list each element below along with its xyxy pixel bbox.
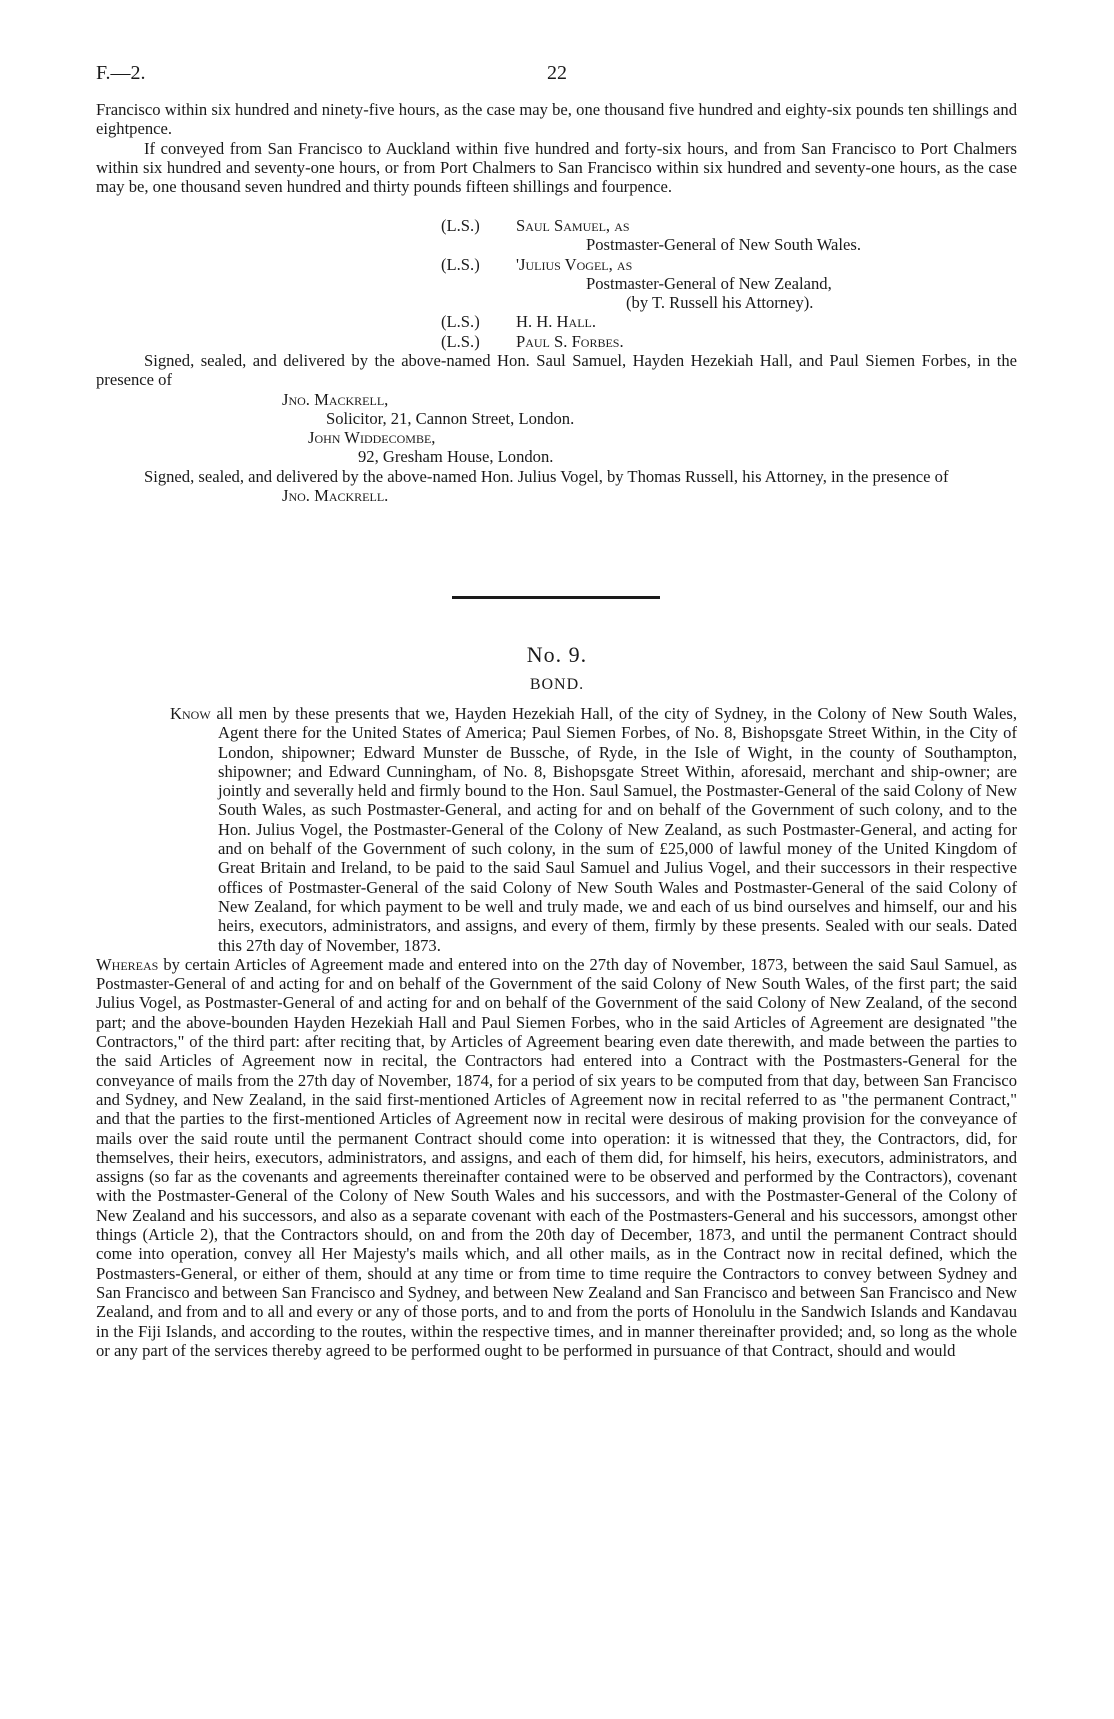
signatory-attorney: (by T. Russell his Attorney). [626, 293, 814, 313]
signature-row [96, 216, 1017, 235]
signature-row [96, 274, 1017, 293]
witness-statement: Signed, sealed, and delivered by the above-named Hon. Saul Samuel, Hayden Hezekiah Hall, and Paul Siemen Forbes, in the presence of [96, 351, 1017, 390]
witness-address: 92, Gresham House, London. [358, 447, 554, 467]
signature-row [96, 235, 1017, 254]
signatory-name: 'Julius Vogel, as [516, 254, 633, 274]
document-title: BOND. [529, 676, 585, 693]
signatory-capacity: Postmaster-General of New South Wales. [586, 235, 861, 255]
signature-row [96, 293, 1017, 312]
witness-address: Solicitor, 21, Cannon Street, London. [326, 408, 575, 428]
witness-statement: Signed, sealed, and delivered by the above-named Hon. Julius Vogel, by Thomas Russell, his Attorney, in the presence of [144, 466, 949, 486]
bond-obligation-paragraph [96, 704, 1017, 955]
page-number: 22 [547, 62, 567, 84]
seal-mark: (L.S.) [441, 331, 480, 351]
seal-mark: (L.S.) [441, 312, 480, 332]
signatory-name: H. H. Hall. [516, 312, 597, 332]
paragraph-text: by certain Articles of Agreement made and entered into on the 27th day of November, 1873, between the said Saul Samuel, as Postmaster-General of and acting for and on behalf of the Government of the said Colony of New South Wales, of the first part; the said Julius Vogel, as Postmaster-General of and acting for and on behalf of the Government of the said Colony of New Zealand, of the second part; and the above-bounden Hayden Hezekiah Hall and Paul Siemen Forbes, who in the said Articles of Agreement are designated "the Contractors," of the third part: after reciting that, by Articles of Agreement bearing even date therewith, and made between the parties to the said Articles of Agreement now in recital, the Contractors had entered into a Contract with the Postmasters-General for the conveyance of mails from the 27th day of November, 1874, for a period of six years to be computed from that day, between San Francisco and Sydney, and New Zealand, in the said first-mentioned Articles of Agreement now in recital referred to as "the permanent Contract," and that the parties to the first-mentioned Articles of Agreement now in recital were desirous of making provision for the conveyance of mails over the said route until the permanent Contract should come into operation: it is witnessed that they, the Contractors, did, for themselves, their heirs, executors, administrators, and assigns, and each of them did, for himself, his heirs, executors, administrators, and assigns (so far as the covenants and agreements thereinafter contained were to be observed and performed by the Contractors), covenant with the Postmaster-General of the Colony of New South Wales and his successors, and with the Postmaster-General of the Colony of New Zealand and his successors, and also as a separate covenant with each of the Postmasters-General and his successors, amongst other things (Article 2), that the Contractors should, on and from the 20th day of December, 1873, and until the permanent Contract should come into operation, convey all Her Majesty's mails which, and all other mails, as in the Contract now in recital defined, which the Postmasters-General, or either of them, should at any time or from time to time require the Contractors to convey between Sydney and San Francisco and between San Francisco and Sydney, and between New Zealand and San Francisco and between San Francisco and New Zealand, and from and to all and every or any of those ports, and to and from the ports of Honolulu in the Sandwich Islands and Kandavau in the Fiji Islands, and according to the routes, within the respective times, and in manner thereinafter provided; and, so long as the whole or any part of the services thereby agreed to be performed ought to be performed in pursuance of that Contract, should and would [96, 954, 1017, 1360]
witness-name: Jno. Mackrell. [282, 486, 389, 506]
signature-row [96, 312, 1017, 331]
signature-block [96, 216, 1017, 351]
page-header [96, 62, 1018, 90]
seal-mark: (L.S.) [441, 254, 480, 274]
signatory-capacity: Postmaster-General of New Zealand, [586, 273, 832, 293]
contract-payment-clauses [96, 100, 1017, 196]
section-divider [452, 596, 660, 599]
signature-row [96, 255, 1017, 274]
lead-word: Whereas [96, 954, 159, 974]
seal-mark: (L.S.) [441, 216, 480, 235]
signatory-name: Paul S. Forbes. [516, 331, 624, 351]
witness-name: John Widdecombe, [308, 428, 436, 448]
document-reference: F.—2. [96, 62, 146, 84]
payment-clause-auckland: If conveyed from San Francisco to Auckland within five hundred and forty-six hours, and from San Francisco to Port Chalmers within six hundred and seventy-one hours, or from Port Chalmers to San Francisco within six hundred and seventy-one hours, as the case may be, one thousand seven hundred and thirty pounds fifteen shillings and fourpence. [96, 138, 1017, 197]
signature-row [96, 332, 1017, 351]
payment-clause-continued: Francisco within six hundred and ninety-five hours, as the case may be, one thousand five hundred and eighty-six pounds ten shillings and eightpence. [96, 100, 1017, 139]
whereas-recital-paragraph [96, 955, 1017, 1360]
bond-body [96, 704, 1017, 1360]
witness-name: Jno. Mackrell, [282, 389, 389, 409]
paragraph-text: all men by these presents that we, Hayden Hezekiah Hall, of the city of Sydney, in the Colony of New South Wales, Agent there for the United States of America; Paul Siemen Forbes, of No. 8, Bishopsgate Street Within, in the City of London, shipowner; Edward Munster de Bussche, of Ryde, in the Isle of Wight, in the county of Southampton, shipowner; and Edward Cunningham, of No. 8, Bishopsgate Street Within, aforesaid, merchant and ship-owner; are jointly and severally held and firmly bound to the Hon. Saul Samuel, the Postmaster-General of the said Colony of New South Wales, as such Postmaster-General, and acting for and on behalf of the Government of such colony, and to the Hon. Julius Vogel, the Postmaster-General of the Colony of New Zealand, as such Postmaster-General, and acting for and on behalf of the Government of such colony, in the sum of £25,000 of lawful money of the United Kingdom of Great Britain and Ireland, to be paid to the said Saul Samuel and Julius Vogel, and their successors in their respective offices of Postmaster-General of the said Colony of New South Wales and Postmaster-General of the said Colony of New Zealand, for which payment to be well and truly made, we and each of us bind ourselves and himself, our and his heirs, executors, administrators, and assigns, and every of them, firmly by these presents. Sealed with our seals. Dated this 27th day of November, 1873. [210, 704, 1017, 955]
signatory-name: Saul Samuel, as [516, 216, 630, 235]
lead-word: Know [170, 704, 211, 723]
witness-block [96, 351, 1017, 505]
document-number: No. 9. [526, 642, 588, 667]
